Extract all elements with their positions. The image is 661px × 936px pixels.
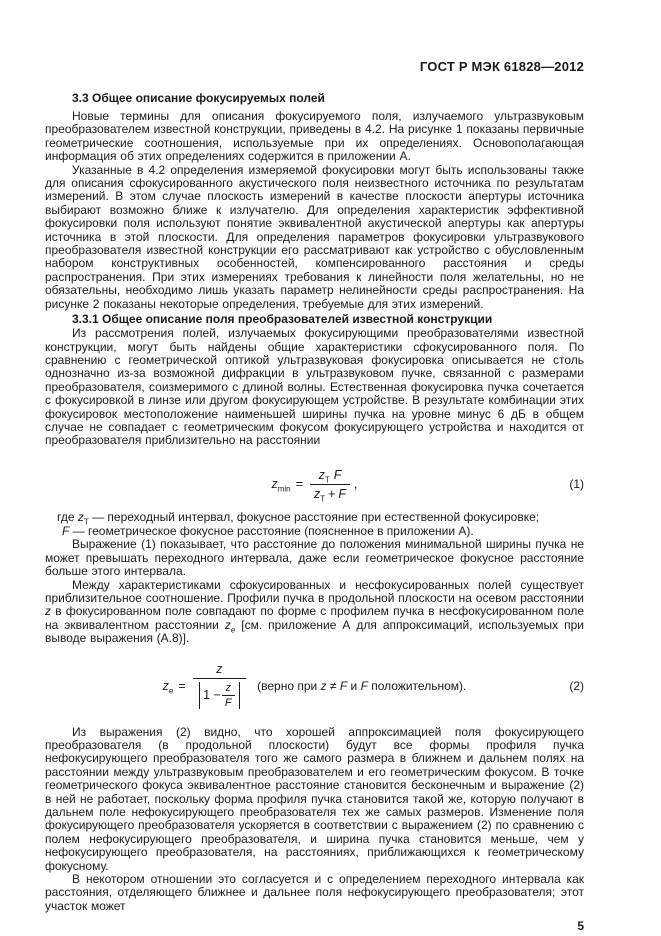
eq1-number: (1)	[569, 477, 584, 492]
eq1-lhs: $z_{min}$	[271, 477, 291, 494]
eq2-lhs: $z_e$	[162, 678, 174, 696]
eq2-denominator	[193, 678, 246, 710]
abs-bar-right	[239, 682, 241, 709]
abs-bar-left	[199, 682, 201, 709]
equals-sign: =	[178, 678, 186, 693]
eq2-condition-note: (верно при z ≠ F и F положительном).	[257, 678, 467, 693]
eq1-numerator: $z_T$ F	[318, 467, 342, 485]
page-number: 5	[577, 919, 584, 934]
eq1-denominator: $z_T + F$	[310, 484, 350, 501]
equation-2	[45, 662, 584, 710]
eq1-comma: ,	[354, 477, 358, 492]
eq2-fraction	[193, 662, 246, 710]
paragraph-1: Новые термины для описания фокусируемого поля, излучаемого ультразвуковым преобразователем известной конструкции, приведены в 4.2. На рисунке 1 показаны первичные геометрические соотношения, используемые при их определениях. Основополагающая информация об этих определениях содержится в приложении А.	[45, 109, 584, 164]
eq2-inner-fraction: $\frac{z}{F}$	[222, 682, 235, 709]
equation-1	[45, 467, 584, 504]
section-heading-3-3: 3.3 Общее описание фокусируемых полей	[72, 91, 325, 105]
equals-sign: =	[295, 477, 303, 492]
paragraph-7: В некотором отношении это согласуется и с определением переходного интервала как расстояния, отделяющего ближнее и дальнее поля нефокусирующего преобразователя; этот участок может	[45, 872, 584, 913]
eq1-fraction	[310, 467, 350, 504]
paragraph-5: Между характеристиками сфокусированных и несфокусированных полей существует приблизительное соотношение. Профили пучка в продольной плоскости на осевом расстоянии z в фокусированном поле совпадают по форме с профилем пучка в несфокусированном поле на эквивалентном расстоянии $z_e$ [см. приложение А для аппроксимаций, используемых при выводе выражения (А.8)].	[45, 577, 584, 646]
eq2-den-prefix: 1 −	[203, 688, 221, 703]
page-content	[45, 60, 584, 933]
where-clause-f: F — геометрическое фокусное расстояние (поясненное в приложении А).	[62, 523, 474, 538]
section-heading-3-3-1: 3.3.1 Общее описание поля преобразователей известной конструкции	[72, 312, 493, 327]
paragraph-4: Выражение (1) показывает, что расстояние до положения минимальной ширины пучка не может превышать переходного интервала, даже если геометрическое фокусное расстояние больше этого интервала.	[45, 537, 584, 579]
eq2-numerator: z	[216, 661, 223, 676]
running-header: ГОСТ Р МЭК 61828—2012	[419, 59, 584, 74]
eq2-number: (2)	[569, 678, 584, 693]
paragraph-3: Из рассмотрения полей, излучаемых фокусирующими преобразователями известной конструкции, могут быть найдены общие характеристики сфокусированного поля. По сравнению с геометрической оптикой ультразвуковая фокусировка описывается не столь однозначно из-за возможной дифракции в ультразвуковом пучке, связанной с размерами преобразователя, соизмеримого с длиной волны. Естественная фокусировка пучка сочетается с фокусировкой в линзе или другом фокусирующем устройстве. В результате комбинации этих фокусировок местоположение наименьшей ширины пучка на уровне минус 6 дБ в общем случае не совпадает с геометрическим фокусом фокусирующего устройства и находится от преобразователя приблизительно на расстоянии	[45, 326, 584, 448]
where-clause-zt: где $z_T$ — переходный интервал, фокусное расстояние при естественной фокусировке;	[57, 509, 540, 527]
paragraph-2: Указанные в 4.2 определения измеряемой фокусировки могут быть использованы также для описания сфокусированного акустического поля неизвестного источника по результатам измерений. В этом случае плоскость измерений в качестве плоскости апертуры источника выбирают возможно ближе к излучателю. Для определения характеристик эффективной фокусировки поля используют понятие эквивалентной акустической апертуры как апертуры источника в этой плоскости. Для определения параметров фокусировки ультразвукового преобразователя известной конструкции его рассматривают как устройство с обусловленным набором конструктивных особенностей, компенсированного расстояния и среды распространения. При этих измерениях требования к линейности поля желательны, но не обязательны, необходимо лишь указать параметр нелинейности среды распространения. На рисунке 2 показаны некоторые определения, требуемые для этих измерений.	[45, 162, 584, 311]
paragraph-6: Из выражения (2) видно, что хорошей аппроксимацией поля фокусирующего преобразователя (в продольной плоскости) будут все формы профиля пучка нефокусирующего преобразователя того же самого размера в ближнем и дальнем полях на расстоянии между ультразвуковым преобразователем и его геометрическим фокусом. В точке геометрического фокуса эквивалентное расстояние становится бесконечным и выражение (2) в ней не работает, поскольку форма профиля пучка становится такой же, которую получают в дальнем поле нефокусирующего преобразователя тех же самых размеров. Изменение поля фокусирующего преобразователя ускоряется в соответствии с выражением (2) по сравнению с полем нефокусирующего преобразователя, и ширина пучка становится меньше, чем у нефокусирующего преобразователя, на расстояниях, приближающихся к геометрическому фокусному.	[45, 724, 584, 873]
